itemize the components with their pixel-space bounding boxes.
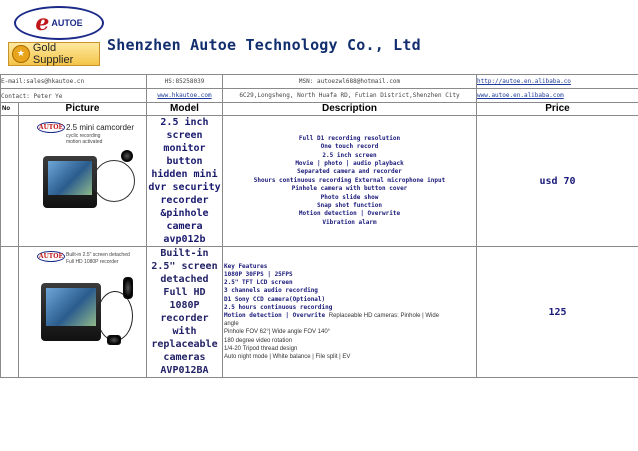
image-caption: 2.5 mini camcorder	[66, 123, 135, 132]
column-header-row	[1, 103, 638, 116]
table-row	[1, 116, 638, 247]
description-line: Snap shot function	[316, 202, 383, 210]
description-text: D1 Sony CCD camera(Optional)	[224, 295, 326, 303]
info-row-1	[1, 75, 638, 89]
row-no	[1, 247, 19, 378]
autoe-logo	[14, 6, 104, 40]
col-model: Model	[147, 103, 223, 116]
description-text: 1/4-20 Tripod thread design	[224, 345, 298, 352]
contact-text: Contact: Peter Ye	[1, 89, 147, 103]
product-model: 2.5 inch screen monitor button hidden mini dvr security recorder &pinhole camera avp012b	[148, 117, 221, 245]
camera-cable	[93, 160, 135, 202]
description-line	[224, 296, 476, 304]
description-text: 2.5 hours continuous recording	[224, 303, 333, 311]
product-price: usd 70	[477, 116, 638, 247]
product-price: 125	[477, 247, 638, 378]
description-line	[224, 328, 476, 336]
product-image-2	[37, 251, 141, 359]
description-line	[224, 337, 476, 345]
description-line	[224, 345, 476, 353]
row-no	[1, 116, 19, 247]
company-name: Shenzhen Autoe Technology Co., Ltd	[107, 36, 421, 54]
description-text: 2.5" TFT LCD screen	[224, 279, 293, 287]
page-header	[0, 0, 638, 74]
description-text: Motion detection | Overwrite	[224, 312, 329, 319]
product-description	[223, 116, 477, 247]
description-text: 180 degree video rotation	[224, 337, 293, 344]
description-line: Pinhole camera with button cover	[291, 185, 408, 193]
medal-icon: ★	[12, 45, 30, 63]
logo-text: AUTOE	[51, 17, 83, 28]
description-line: Vibration alarm	[322, 218, 377, 226]
image-caption: Built-in 2.5" screen detached	[66, 252, 130, 258]
description-text: 1080P 30FPS | 25FPS	[224, 270, 293, 278]
description-text: Pinhole FOV 62°| Wide angle FOV 140°	[224, 329, 331, 336]
alibaba-link-2[interactable]: www.autoe.en.alibaba.com	[477, 89, 638, 103]
hs-code: HS:85258039	[147, 75, 223, 89]
description-line: Full D1 recording resolution	[298, 134, 401, 142]
product-description	[223, 247, 477, 378]
info-row-2	[1, 89, 638, 103]
recorder-device	[43, 156, 97, 208]
table-row	[1, 247, 638, 378]
description-text: Auto night mode | White balance | File split | EV	[224, 354, 351, 361]
col-picture: Picture	[19, 103, 147, 116]
msn-text: MSN: autoezwl688@hotmail.com	[223, 75, 477, 89]
image-tag: AUTOE	[38, 253, 64, 260]
image-caption-sub: cyclic recording motion activated	[66, 133, 103, 145]
product-picture	[19, 116, 147, 247]
description-line	[224, 287, 476, 295]
description-line	[224, 304, 476, 312]
address-text: 6C29,Longsheng, North Huafa RD, Futian District,Shenzhen City	[223, 89, 477, 103]
description-text: Replaceable HD cameras: Pinhole | Wide	[328, 313, 440, 319]
description-line: 5hours continuous recording External microphone input	[253, 176, 446, 184]
alibaba-link-1[interactable]: http://autoe.en.alibaba.co	[477, 75, 638, 89]
description-line	[224, 263, 476, 271]
description-line: Photo slide show	[320, 193, 379, 201]
description-line: 2.5 inch screen	[322, 151, 377, 159]
recorder-screen	[46, 288, 96, 326]
description-line: One touch record	[320, 143, 379, 151]
col-no: No	[1, 103, 19, 116]
recorder-screen	[48, 161, 92, 195]
product-picture	[19, 247, 147, 378]
description-text: Key Features	[224, 262, 268, 270]
description-line: Movie | photo | audio playback	[295, 159, 404, 167]
col-description: Description	[223, 103, 477, 116]
description-line	[224, 312, 476, 320]
wide-angle-camera	[107, 335, 121, 345]
pinhole-camera	[121, 150, 133, 162]
image-caption-sub: Full HD 1080P recorder	[66, 259, 119, 265]
product-sheet	[0, 74, 638, 378]
description-line	[224, 271, 476, 279]
description-line: Separated camera and recorder	[297, 168, 402, 176]
image-tag: AUTOE	[38, 124, 64, 131]
product-model: Built-in 2.5" screen detached Full HD 1080P recorder with replaceable cameras AVP012BA	[147, 247, 223, 378]
email-text: E-mail:sales@hkautoe.cn	[1, 75, 147, 89]
recorder-device	[41, 283, 101, 341]
gold-supplier-label: Gold Supplier	[32, 42, 74, 66]
description-text: 3 channels audio recording	[224, 287, 318, 295]
pinhole-camera	[123, 277, 133, 299]
col-price: Price	[477, 103, 638, 116]
gold-supplier-badge	[8, 42, 100, 66]
description-text: angle	[224, 321, 239, 328]
description-line: Motion detection | Overwrite	[298, 210, 401, 218]
website-link[interactable]: www.hkautoe.com	[147, 89, 223, 103]
description-line	[224, 279, 476, 287]
description-line	[224, 353, 476, 361]
logo-letter: e	[35, 10, 50, 36]
description-line	[224, 320, 476, 328]
product-image-1	[37, 122, 141, 218]
